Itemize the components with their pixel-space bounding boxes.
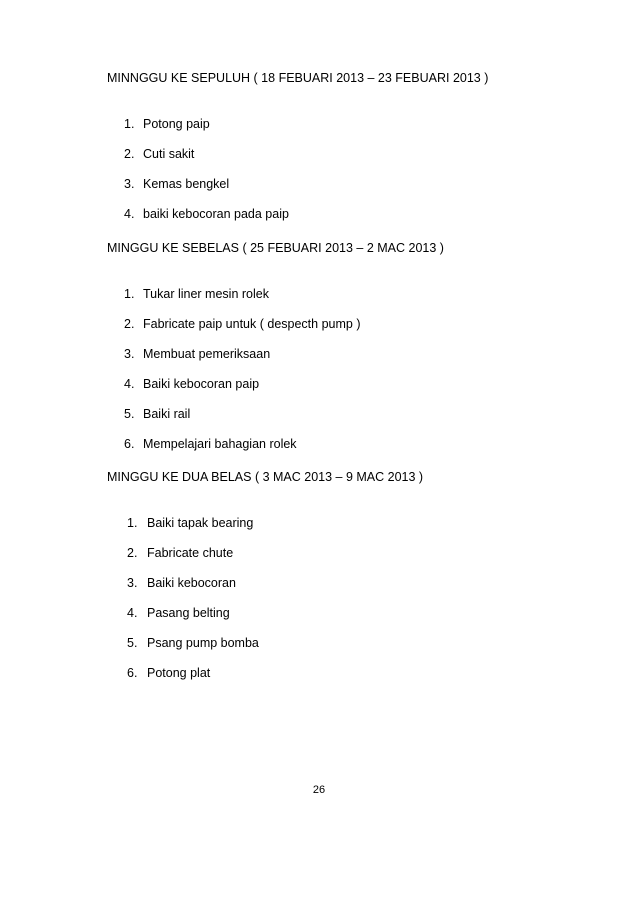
- list-item: [124, 146, 598, 162]
- list-item-number: 6.: [127, 666, 138, 680]
- list-item: [127, 575, 598, 591]
- list-item-number: 5.: [127, 636, 138, 650]
- list-item: [124, 406, 598, 422]
- list-item: [124, 116, 598, 132]
- week-10-section: [107, 70, 598, 222]
- page-number: 26: [312, 784, 326, 796]
- list-item-number: 4.: [124, 207, 135, 221]
- list-item-number: 2.: [127, 546, 138, 560]
- list-item: [124, 206, 598, 222]
- week-11-task-list: [124, 286, 598, 452]
- list-item-number: 3.: [124, 177, 135, 191]
- list-item-text: Baiki tapak bearing: [147, 516, 254, 530]
- list-item-text: Cuti sakit: [143, 147, 195, 161]
- list-item-text: Baiki kebocoran: [147, 576, 236, 590]
- list-item-text: Kemas bengkel: [143, 177, 230, 191]
- list-item-number: 2.: [124, 147, 135, 161]
- list-item-text: Potong paip: [143, 117, 210, 131]
- week-11-heading: MINGGU KE SEBELAS ( 25 FEBUARI 2013 – 2 MAC 2013 ): [107, 241, 444, 255]
- list-item: [124, 176, 598, 192]
- week-12-section: [107, 469, 598, 681]
- list-item-text: Tukar liner mesin rolek: [143, 287, 269, 301]
- list-item-number: 6.: [124, 437, 135, 451]
- week-10-heading: MINNGGU KE SEPULUH ( 18 FEBUARI 2013 – 23 FEBUARI 2013 ): [107, 71, 489, 85]
- week-10-task-list: [124, 116, 598, 222]
- list-item-text: Baiki rail: [143, 407, 191, 421]
- list-item-number: 5.: [124, 407, 135, 421]
- week-12-task-list: [127, 515, 598, 681]
- list-item: [127, 515, 598, 531]
- list-item: [127, 545, 598, 561]
- list-item-number: 4.: [124, 377, 135, 391]
- list-item-text: Membuat pemeriksaan: [143, 347, 271, 361]
- list-item: [127, 635, 598, 651]
- list-item: [124, 316, 598, 332]
- list-item-text: Potong plat: [147, 666, 211, 680]
- list-item-number: 1.: [127, 516, 138, 530]
- list-item-number: 1.: [124, 287, 135, 301]
- list-item-text: Fabricate paip untuk ( despecth pump ): [143, 317, 361, 331]
- list-item-number: 4.: [127, 606, 138, 620]
- list-item: [124, 286, 598, 302]
- list-item-text: Baiki kebocoran paip: [143, 377, 260, 391]
- list-item-number: 1.: [124, 117, 135, 131]
- list-item-text: baiki kebocoran pada paip: [143, 207, 289, 221]
- list-item: [124, 346, 598, 362]
- list-item-number: 2.: [124, 317, 135, 331]
- list-item: [124, 436, 598, 452]
- list-item-text: Fabricate chute: [147, 546, 234, 560]
- list-item: [127, 665, 598, 681]
- list-item: [127, 605, 598, 621]
- list-item-text: Psang pump bomba: [147, 636, 259, 650]
- list-item-text: Mempelajari bahagian rolek: [143, 437, 297, 451]
- list-item-number: 3.: [124, 347, 135, 361]
- list-item: [124, 376, 598, 392]
- list-item-number: 3.: [127, 576, 138, 590]
- week-11-section: [107, 240, 598, 452]
- week-12-heading: MINGGU KE DUA BELAS ( 3 MAC 2013 – 9 MAC 2013 ): [107, 470, 424, 484]
- list-item-text: Pasang belting: [147, 606, 230, 620]
